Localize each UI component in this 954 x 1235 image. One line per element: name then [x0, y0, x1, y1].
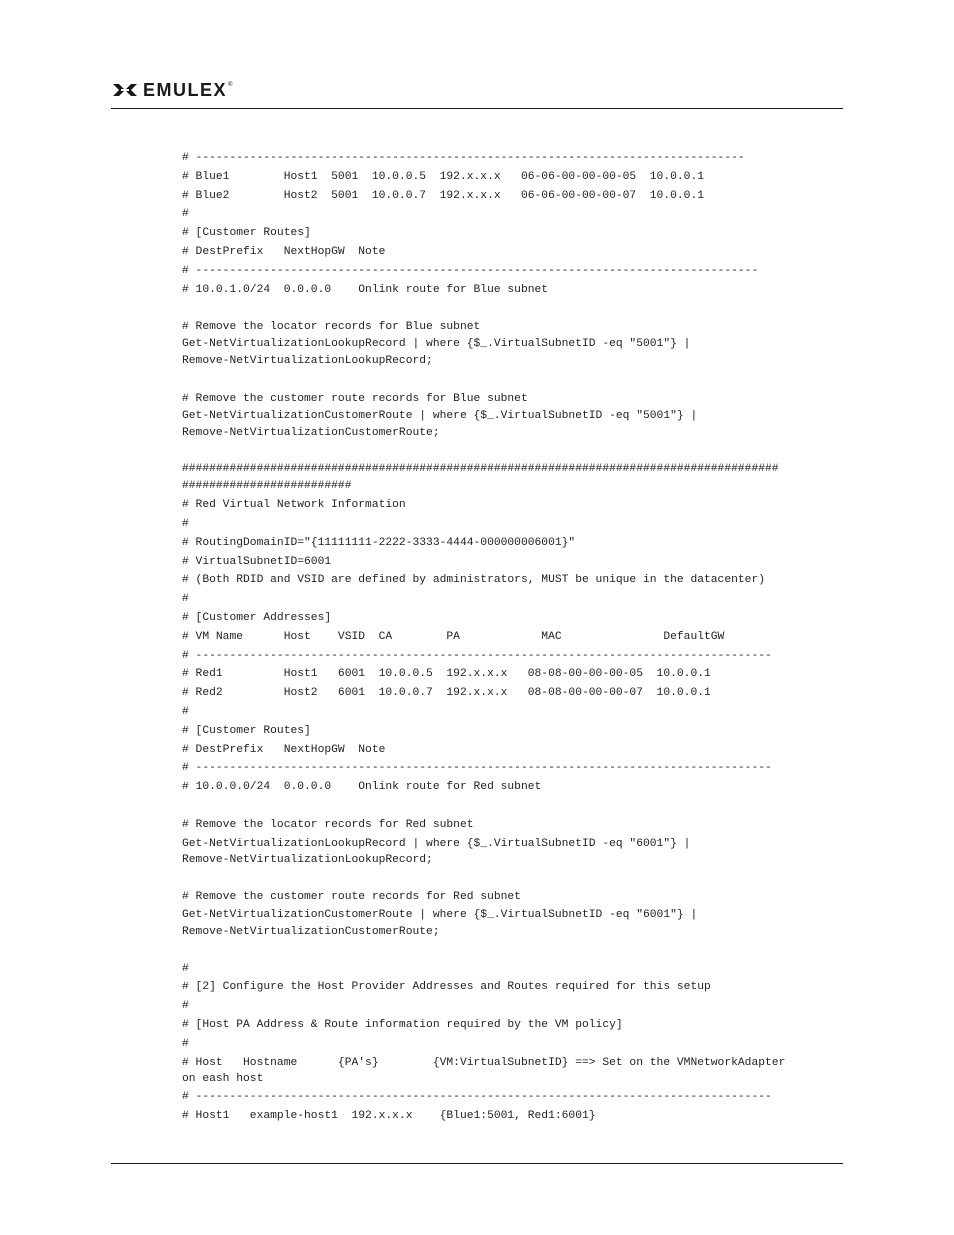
code-line: # Host1 example-host1 192.x.x.x {Blue1:5001, Red1:6001}: [182, 1109, 596, 1122]
code-line: #: [182, 593, 189, 606]
logo-text: EMULEX: [143, 80, 228, 100]
logo-trademark: ®: [228, 82, 233, 88]
code-line: # Blue2 Host2 5001 10.0.0.7 192.x.x.x 06-06-00-00-00-07 10.0.0.1: [182, 189, 705, 202]
header-rule: [111, 108, 843, 109]
code-line: #: [182, 518, 189, 531]
code-line: on eash host: [182, 1073, 264, 1086]
code-line: # VirtualSubnetID=6001: [182, 555, 332, 568]
code-line: [182, 371, 847, 390]
code-line: ########################################################################################: [182, 462, 779, 475]
code-line: # Red Virtual Network Information: [182, 499, 406, 512]
code-line: # Red1 Host1 6001 10.0.0.5 192.x.x.x 08-08-00-00-00-05 10.0.0.1: [182, 668, 711, 681]
code-line: Get-NetVirtualizationCustomerRoute | where {$_.VirtualSubnetID -eq "5001"} |: [182, 409, 698, 422]
code-line: Get-NetVirtualizationCustomerRoute | where {$_.VirtualSubnetID -eq "6001"} |: [182, 909, 698, 922]
emulex-logo: [112, 80, 232, 100]
code-line: # [Customer Routes]: [182, 724, 311, 737]
code-line: # [2] Configure the Host Provider Addresses and Routes required for this setup: [182, 981, 711, 994]
code-line: # Remove the customer route records for Red subnet: [182, 890, 521, 903]
code-line: Get-NetVirtualizationLookupRecord | where {$_.VirtualSubnetID -eq "6001"} |: [182, 837, 691, 850]
code-line: # -------------------------------------------------------------------------------------: [182, 649, 772, 662]
code-line: # (Both RDID and VSID are defined by administrators, MUST be unique in the datacenter): [182, 574, 766, 587]
code-line: #: [182, 1000, 189, 1013]
code-line: # VM Name Host VSID CA PA MAC DefaultGW: [182, 630, 725, 643]
code-line: # -------------------------------------------------------------------------------------: [182, 762, 772, 775]
code-line: # DestPrefix NextHopGW Note: [182, 743, 386, 756]
code-line: # Remove the locator records for Blue subnet: [182, 321, 481, 334]
code-line: [182, 797, 847, 816]
code-line: [182, 941, 847, 960]
code-line: [182, 869, 847, 888]
code-line: # Remove the locator records for Red subnet: [182, 818, 474, 831]
code-line: Remove-NetVirtualizationCustomerRoute;: [182, 427, 440, 440]
code-line: # Remove the customer route records for Blue subnet: [182, 393, 528, 406]
code-listing: [182, 149, 847, 1125]
code-line: # [Customer Addresses]: [182, 612, 332, 625]
code-line: [182, 443, 847, 462]
code-line: Get-NetVirtualizationLookupRecord | where {$_.VirtualSubnetID -eq "5001"} |: [182, 337, 691, 350]
code-line: # -------------------------------------------------------------------------------------: [182, 1090, 772, 1103]
code-line: Remove-NetVirtualizationCustomerRoute;: [182, 926, 440, 939]
code-line: # Red2 Host2 6001 10.0.0.7 192.x.x.x 08-08-00-00-00-07 10.0.0.1: [182, 687, 711, 700]
code-line: # Host Hostname {PA's} {VM:VirtualSubnetID} ==> Set on the VMNetworkAdapter: [182, 1056, 786, 1069]
code-line: #: [182, 1037, 189, 1050]
code-line: #########################: [182, 480, 352, 493]
code-line: # [Host PA Address & Route information required by the VM policy]: [182, 1018, 623, 1031]
code-line: # [Customer Routes]: [182, 227, 311, 240]
code-line: # DestPrefix NextHopGW Note: [182, 245, 386, 258]
code-line: # Blue1 Host1 5001 10.0.0.5 192.x.x.x 06-06-00-00-00-05 10.0.0.1: [182, 170, 705, 183]
code-line: #: [182, 962, 189, 975]
code-line: #: [182, 208, 189, 221]
code-line: # -----------------------------------------------------------------------------------: [182, 264, 759, 277]
code-line: # ---------------------------------------------------------------------------------: [182, 152, 745, 164]
code-line: # RoutingDomainID="{11111111-2222-3333-4444-000000006001}": [182, 536, 576, 549]
code-line: Remove-NetVirtualizationLookupRecord;: [182, 854, 433, 867]
emulex-mark-icon: [112, 82, 138, 98]
code-line: # 10.0.1.0/24 0.0.0.0 Onlink route for Blue subnet: [182, 283, 549, 296]
code-line: [182, 299, 847, 318]
code-line: # 10.0.0.0/24 0.0.0.0 Onlink route for Red subnet: [182, 781, 542, 794]
code-line: Remove-NetVirtualizationLookupRecord;: [182, 355, 433, 368]
code-line: #: [182, 706, 189, 719]
footer-rule: [111, 1163, 843, 1164]
